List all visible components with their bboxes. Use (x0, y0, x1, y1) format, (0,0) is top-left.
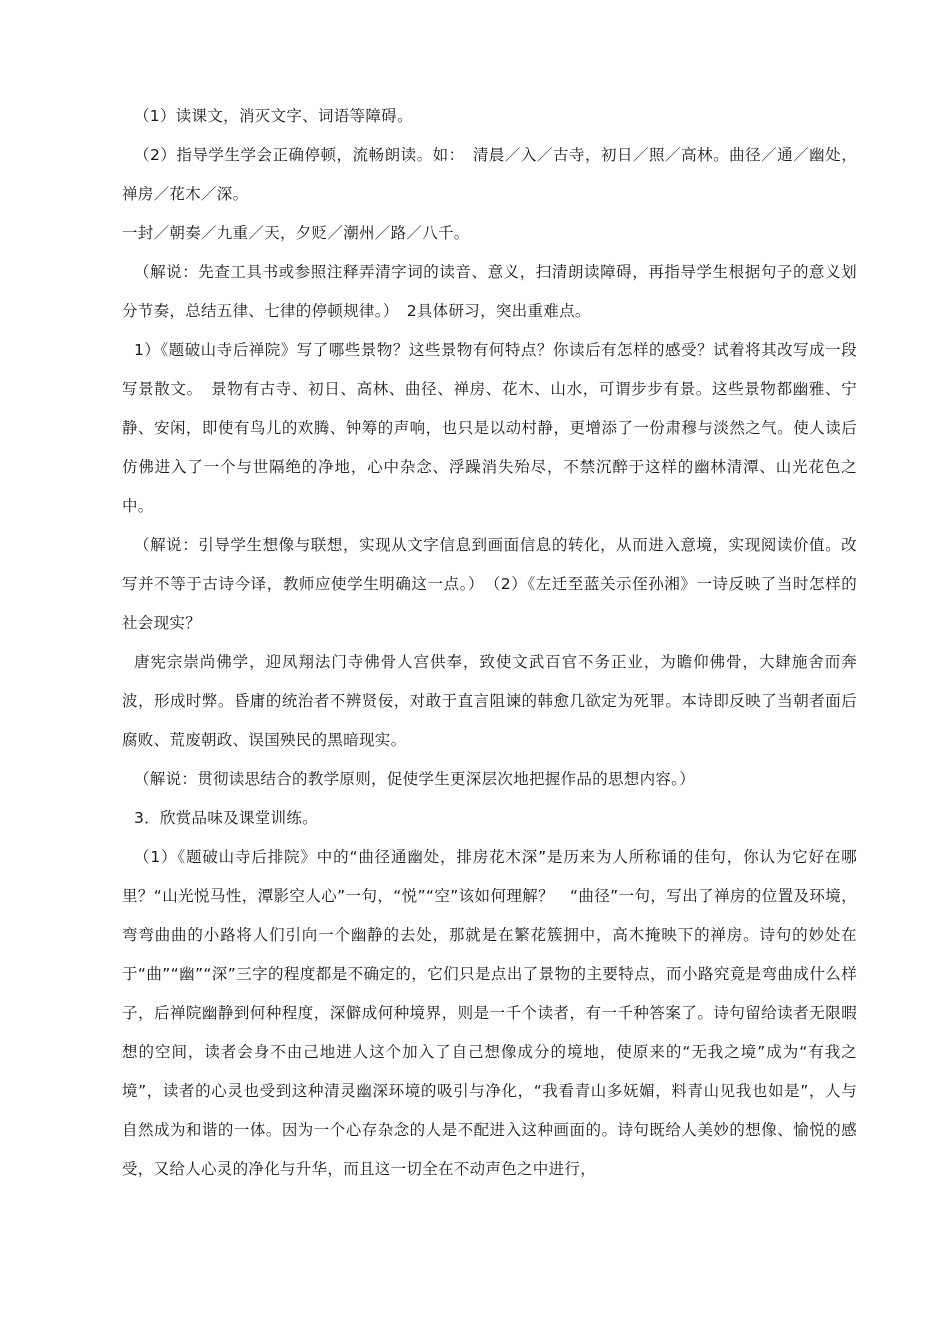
paragraph-social-reality: 唐宪宗崇尚佛学，迎凤翔法门寺佛骨人宫供奉，致使文武百官不务正业，为瞻仰佛骨，大肆施舍而奔波，形成时弊。昏庸的统治者不辨贤佞，对敢于直言阻谏的韩愈几欲定为死罪。本诗即反映了当朝者面后腐败、荒废朝政、误国殃民的黑暗现实。 (122, 653, 857, 749)
document-body (122, 97, 857, 1189)
paragraph-explanation-1: （解说：先查工具书或参照注释弄清字词的读音、意义，扫清朗读障碍，再指导学生根据句子的意义划分节奏，总结五律、七律的停顿规律。） 2具体研习，突出重难点。 (122, 263, 857, 320)
paragraph-question-1: 1）《题破山寺后禅院》写了哪些景物？这些景物有何特点？你读后有怎样的感受？试着将其改写成一段写景散文。 景物有古寺、初日、高林、曲径、禅房、花木、山水，可谓步步有景。这些景物都幽雅、宁静、安闲，即使有鸟儿的欢腾、钟筹的声响，也只是以动村静，更增添了一份肃穆与淡然之气。使人读后仿佛进入了一个与世隔绝的净地，心中杂念、浮躁消失殆尽，不禁沉醉于这样的幽林清潭、山光花色之中。 (122, 341, 857, 515)
paragraph-explanation-3: （解说：贯彻读思结合的教学原则，促使学生更深层次地把握作品的思想内容。） (134, 770, 696, 788)
paragraph-explanation-2: （解说：引导学生想像与联想，实现从文字信息到画面信息的转化，从而进入意境，实现阅读价值。改写并不等于古诗今译，教师应使学生明确这一点。） （2）《左迁至蓝关示侄孙湘》一诗反映了当时怎样的社会现实？ (122, 536, 857, 632)
paragraph-reading-pauses: （2）指导学生学会正确停顿，流畅朗读。如： 清晨／入／古寺，初日／照／高林。曲径／通／幽处，禅房／花木／深。 (122, 146, 857, 203)
paragraph-appreciation-analysis: （1）《题破山寺后排院》中的“曲径通幽处，排房花木深”是历来为人所称诵的佳句，你认为它好在哪里？“山光悦马性，潭影空人心”一句，“悦”“空”该如何理解？ “曲径”一句，写出了禅房的位置及环境，弯弯曲曲的小路将人们引向一个幽静的去处，那就是在繁花簇拥中，高木掩映下的禅房。诗句的妙处在于“曲”“幽”“深”三字的程度都是不确定的，它们只是点出了景物的主要特点，而小路究竟是弯曲成什么样子，后禅院幽静到何种程度，深僻成何种境界，则是一千个读者，有一千种答案了。诗句留给读者无限暇想的空间，读者会身不由己地进人这个加入了自己想像成分的境地，使原来的“无我之境”成为“有我之境”，读者的心灵也受到这种清灵幽深环境的吸引与净化，“我看青山多妩媚，料青山见我也如是”，人与自然成为和谐的一体。因为一个心存杂念的人是不配进入这种画面的。诗句既给人美妙的想像、愉悦的感受，又给人心灵的净化与升华，而且这一切全在不动声色之中进行， (122, 848, 857, 1178)
section-heading-appreciation: 3．欣赏品味及课堂训练。 (134, 809, 318, 827)
paragraph-read-text: （1）读课文，消灭文字、词语等障碍。 (134, 107, 413, 125)
paragraph-pause-example: 一封／朝奏／九重／天，夕贬／潮州／路／八千。 (122, 224, 470, 242)
